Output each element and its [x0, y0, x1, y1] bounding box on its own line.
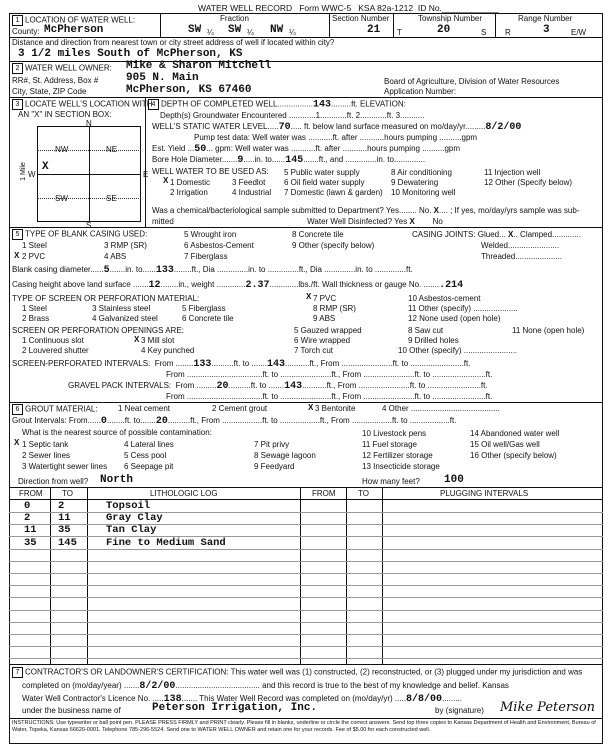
s4-gw: Depth(s) Groundwater Encountered ............1............ft. 2............ft. 3...........: [160, 111, 425, 120]
nw-label: NW: [55, 145, 69, 154]
opening-11: 11 None (open hole): [512, 326, 585, 335]
opening-3: 3 Mill slot: [141, 336, 175, 345]
log-cell-from: 11: [24, 524, 37, 537]
opening-6: 6 Wire wrapped: [294, 336, 351, 345]
use-4: 4 Industrial: [232, 188, 272, 197]
opening-7: 7 Torch cut: [294, 346, 333, 355]
s4-depth: 4 DEPTH OF COMPLETED WELL................143.........ft. ELEVATION:: [148, 99, 406, 111]
use-7: 7 Domestic (lawn & garden): [284, 188, 383, 197]
north-label: N: [86, 119, 92, 128]
joints-label: CASING JOINTS: Glued... X.. Clamped.............: [412, 230, 581, 239]
contam-16: 16 Other (specify below): [470, 451, 557, 460]
log-cell-from: 2: [24, 512, 31, 525]
casing-2: 2 PVC: [22, 252, 46, 261]
contam-2: 2 Sewer lines: [22, 451, 71, 460]
addr-label: RR#, St. Address, Box #: [12, 76, 99, 85]
log-cell-desc: Topsoil: [106, 500, 151, 512]
grout-4: 4 Other ........................................: [382, 404, 500, 413]
owner-value: Mike & Sharon Mitchell: [126, 60, 272, 72]
location-x-mark: X: [42, 161, 49, 173]
county-value: McPherson: [44, 24, 104, 36]
mill-slot-x: X: [134, 335, 140, 344]
se-label: SE: [106, 194, 117, 203]
opening-4: 4 Key punched: [141, 346, 195, 355]
log-header-lithologic: LITHOLOGIC LOG: [150, 489, 218, 498]
use-9: 9 Dewatering: [391, 178, 439, 187]
city-label: City, State, ZIP Code: [12, 87, 87, 96]
ne-label: NE: [106, 145, 118, 154]
form-title: WATER WELL RECORD Form WWC-5 KSA 82a-1212 ID No.____________: [198, 3, 499, 13]
business-name: Peterson Irrigation, Inc.: [152, 702, 318, 714]
casing-9: 9 Other (specify below): [292, 241, 375, 250]
fraction-3: NW: [270, 24, 284, 36]
cert-line4: under the business name of: [22, 706, 121, 715]
sp-row2: From ..................................ft. to .......................ft., From .......................ft. to ........................ft.: [166, 370, 493, 379]
range-label: Range Number: [518, 14, 573, 23]
opening-1: 1 Continuous slot: [22, 336, 84, 345]
fraction-2: SW: [228, 24, 242, 36]
welded: Welded.......................: [481, 241, 560, 250]
screen-11: 11 Other (specify) ....................: [408, 304, 518, 313]
cert-line1: 7 CONTRACTOR'S OR LANDOWNER'S CERTIFICATION: This water well was (1) constructed, (2) reconstructed, or (3) plugged under my jurisdiction and was: [12, 667, 582, 678]
log-rule: [9, 524, 603, 525]
direction-value: North: [100, 474, 134, 486]
log-header-from2: FROM: [312, 489, 336, 498]
contam-10: 10 Livestock pens: [362, 429, 427, 438]
contam-1: 1 Septic tank: [22, 440, 69, 449]
contam-3: 3 Watertight sewer lines: [22, 462, 108, 471]
log-rule: [9, 646, 603, 647]
casing-7: 7 Fiberglass: [184, 252, 228, 261]
use-11: 11 Injection well: [484, 168, 541, 177]
contam-12: 12 Fertilizer storage: [362, 451, 433, 460]
t-label: T: [397, 28, 402, 37]
distance-label: Distance and direction from nearest town or city street address of well if located within city?: [12, 38, 335, 47]
screen-6: 6 Concrete tile: [182, 314, 234, 323]
screen-3: 3 Stainless steel: [92, 304, 151, 313]
s-label: S: [481, 28, 487, 37]
use-3: 3 Feedlot: [232, 178, 266, 187]
grout-interval: Grout Intervals: From......0........ft. to.......20..........ft., From ..................ft. to ..................ft., From ..................ft. to ..................ft.: [12, 416, 457, 427]
west-label: W: [28, 170, 36, 179]
opening-2: 2 Louvered shutter: [22, 346, 89, 355]
log-rule: [9, 610, 603, 611]
s1-label: 1 LOCATION OF WATER WELL:: [12, 15, 135, 26]
contam-8: 8 Sewage lagoon: [254, 451, 316, 460]
screen-7: 7 PVC: [313, 294, 337, 303]
contam-4: 4 Lateral lines: [124, 440, 174, 449]
use-12: 12 Other (Specify below): [484, 178, 573, 187]
log-cell-from: 35: [24, 536, 37, 549]
casing-8: 8 Concrete tile: [292, 230, 344, 239]
mile-label: 1 Mile: [19, 162, 27, 181]
s6-label: 6 GROUT MATERIAL:: [12, 404, 98, 415]
opening-10: 10 Other (specify) ........................: [398, 346, 518, 355]
grout-2: 2 Cement grout: [212, 404, 268, 413]
log-cell-to: 35: [58, 524, 71, 537]
contam-13: 13 Insecticide storage: [362, 462, 440, 471]
log-cell-to: 145: [58, 536, 77, 549]
screen-4: 4 Galvanized steel: [92, 314, 158, 323]
casing-6: 6 Asbestos-Cement: [184, 241, 254, 250]
use-1: 1 Domestic: [170, 178, 211, 187]
threaded: Threaded.....................: [481, 252, 562, 261]
s2-label: 2 WATER WELL OWNER:: [12, 63, 112, 74]
contam-6: 6 Seepage pit: [124, 462, 174, 471]
log-rule: [9, 536, 603, 537]
s3-label2: AN "X" IN SECTION BOX:: [18, 110, 112, 119]
use-5: 5 Public water supply: [284, 168, 360, 177]
signature: Mike Peterson: [500, 700, 596, 715]
openings-label: SCREEN OR PERFORATION OPENINGS ARE:: [12, 326, 184, 335]
log-rule: [9, 549, 603, 550]
log-rule: [9, 634, 603, 635]
sw-label: SW: [55, 194, 68, 203]
log-cell-desc: Tan Clay: [106, 524, 157, 537]
city-value: McPherson, KS 67460: [126, 84, 252, 96]
contam-7: 7 Pit privy: [254, 440, 290, 449]
casing-3: 3 RMP (SR): [104, 241, 147, 250]
log-cell-to: 2: [58, 500, 65, 512]
fraction-label: Fraction: [220, 14, 249, 23]
log-header-plugging: PLUGGING INTERVALS: [440, 489, 529, 498]
log-cell-from: 0: [24, 500, 31, 512]
opening-5: 5 Gauzed wrapped: [294, 326, 362, 335]
s4-static: WELL'S STATIC WATER LEVEL.....70..... ft. below land surface measured on mo/day/yr.........8/2/00: [152, 122, 522, 133]
s5-label: 5 TYPE OF BLANK CASING USED:: [12, 229, 147, 240]
range-value: 3: [543, 24, 550, 36]
how-value: 100: [444, 474, 464, 486]
s4-bore: Bore Hole Diameter.......9.....in. to......145.......ft., and ..............in. to..............: [152, 155, 426, 166]
pvc-x: X: [14, 251, 20, 260]
quarter-mark: ¼: [289, 28, 296, 37]
casing-1: 1 Steel: [22, 241, 47, 250]
contam-5: 5 Cess pool: [124, 451, 167, 460]
opening-9: 9 Drilled holes: [408, 336, 459, 345]
log-rule: [9, 622, 603, 623]
contam-14: 14 Abandoned water well: [470, 429, 560, 438]
gp-row1: GRAVEL PACK INTERVALS: From .........20..........ft. to .......143...........ft., From .......................ft. to ........................ft.: [68, 381, 488, 392]
quarter-mark: ¼: [247, 28, 254, 37]
s4-yield: Est. Yield ...50... gpm: Well water was ...........ft. after ...........hours pumping ..........gpm: [152, 144, 460, 155]
contam-label: What is the nearest source of possible contamination:: [22, 428, 212, 437]
use-6: 6 Oil field water supply: [284, 178, 365, 187]
grout-3: 3 Bentonite: [315, 404, 356, 413]
app-label: Application Number:: [384, 87, 457, 96]
gp-row2: From ..................................ft. to .......................ft., From .......................ft. to ........................ft.: [166, 392, 493, 401]
log-header-from: FROM: [19, 489, 43, 498]
s4-chem: Was a chemical/bacteriological sample submitted to Department? Yes........ No. X.... ; If yes, mo/day/yrs sample was sub-: [152, 206, 580, 215]
screen-10: 10 Asbestos-cement: [408, 294, 481, 303]
distance-value: 3 1/2 miles South of McPherson, KS: [18, 48, 243, 60]
screen-12: 12 None used (open hole): [408, 314, 501, 323]
s4-use-label: WELL WATER TO BE USED AS:: [152, 167, 269, 176]
contam-15: 15 Oil well/Gas well: [470, 440, 540, 449]
use-10: 10 Monitoring well: [391, 188, 456, 197]
screen-2: 2 Brass: [22, 314, 50, 323]
grout-1: 1 Neat cement: [118, 404, 171, 413]
section-value: 21: [367, 24, 381, 36]
fraction-1: SW: [188, 24, 202, 36]
log-cell-desc: Fine to Medium Sand: [106, 536, 226, 549]
ew-label: E/W: [571, 28, 587, 37]
section-label: Section Number: [332, 14, 390, 23]
south-label: S: [86, 221, 92, 230]
opening-8: 8 Saw cut: [408, 326, 444, 335]
septic-x: X: [14, 438, 20, 447]
use-2: 2 Irrigation: [170, 188, 208, 197]
r-label: R: [505, 28, 511, 37]
screen-8: 8 RMP (SR): [313, 304, 356, 313]
log-rule: [9, 597, 603, 598]
casing-4: 4 ABS: [104, 252, 127, 261]
township-value: 20: [437, 24, 451, 36]
sp-row1: SCREEN-PERFORATED INTERVALS: From ........133..........ft. to .......143...........ft., From .......................ft. to ........................ft.: [12, 359, 471, 370]
addr-value: 905 N. Main: [126, 72, 199, 84]
casing-5: 5 Wrought iron: [184, 230, 237, 239]
use-8: 8 Air conditioning: [391, 168, 452, 177]
log-rule: [9, 585, 603, 586]
log-cell-to: 11: [58, 512, 71, 525]
county-label: County:: [12, 27, 40, 36]
contam-9: 9 Feedyard: [254, 462, 295, 471]
domestic-x: X: [163, 176, 169, 185]
screen-9: 9 ABS: [313, 314, 336, 323]
township-label: Township Number: [418, 14, 483, 23]
log-rule: [9, 658, 603, 659]
screen-pvc-x: X: [306, 292, 312, 301]
bentonite-x: X: [308, 403, 314, 412]
cert-line3: Water Well Contractor's Licence No. .....138....... This Water Well Record was completed on (mo/day/yr) .....8/8/00.........: [22, 694, 463, 705]
east-label: E: [143, 170, 149, 179]
signature-label: by (signature): [435, 706, 484, 715]
log-header-to2: TO: [358, 489, 369, 498]
screen-1: 1 Steel: [22, 304, 47, 313]
height-row: Casing height above land surface .......12........in., weight .............2.37.............lbs./ft. Wall thickness or gauge No. ........214: [12, 280, 464, 291]
log-rule: [9, 573, 603, 574]
cert-line2: completed on (mo/day/year) .......8/2/00...................................... and this record is true to the best of my knowledge and belief. Kansas: [22, 681, 509, 692]
direction-label: Direction from well?: [18, 477, 89, 486]
s3-label: 3 LOCATE WELL'S LOCATION WITH: [12, 99, 152, 110]
quarter-mark: ¼: [207, 28, 214, 37]
screen-label: TYPE OF SCREEN OR PERFORATION MATERIAL:: [12, 294, 200, 303]
log-header-to: TO: [62, 489, 73, 498]
log-rule: [9, 512, 603, 513]
log-cell-desc: Gray Clay: [106, 512, 163, 525]
screen-5: 5 Fiberglass: [182, 304, 226, 313]
diam-row: Blank casing diameter......5.......in. to......133........ft., Dia ..............in. to ..............ft., Dia ..............in. to ..............ft.: [12, 265, 413, 276]
s4-disinf: mitted Water Well Disinfected? Yes X No: [152, 217, 443, 226]
instructions: INSTRUCTIONS: Use typewriter or ball point pen. PLEASE PRESS FIRMLY and PRINT clearly. Please fill in blanks, underline or circle the correct answers. Send top three copies to Kansas Department of Health and Environment, Bureau of Water, Topeka, Kansas 66620-0001. Telephone 785-296-5524. Send one to WATER WELL OWNER and retain one for your records. Fee of $5.00 for each constructed well.: [12, 720, 596, 733]
contam-11: 11 Fuel storage: [362, 440, 417, 449]
board-label: Board of Agriculture, Division of Water Resources: [384, 77, 560, 86]
s4-pump: Pump test data: Well water was ...........ft. after ...........hours pumping ..........gpm: [194, 133, 478, 142]
log-rule: [9, 561, 603, 562]
how-label: How many feet?: [362, 477, 420, 486]
